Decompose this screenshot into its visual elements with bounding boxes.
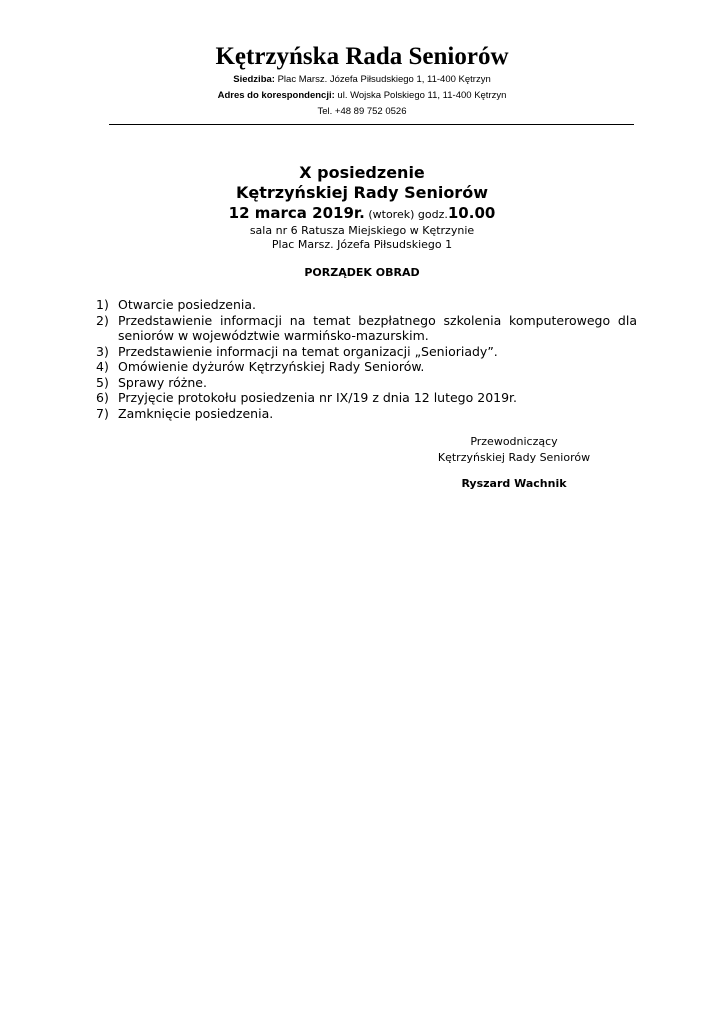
- agenda-heading: PORZĄDEK OBRAD: [304, 266, 420, 279]
- agenda-item: [96, 359, 637, 375]
- agenda-item-text: Przedstawienie informacji na temat organizacji „Senioriady”.: [118, 343, 498, 359]
- meeting-header: [0, 163, 724, 280]
- meeting-date-line: [0, 203, 724, 224]
- signature-role-line2: Kętrzyńskiej Rady Seniorów: [437, 451, 591, 464]
- letterhead-divider: [109, 124, 634, 125]
- meeting-time: 10.00: [447, 204, 496, 222]
- seat-label: Siedziba:: [233, 74, 275, 85]
- agenda-item: [96, 390, 637, 406]
- seat-address-line: [0, 72, 724, 88]
- meeting-weekday: (wtorek): [364, 208, 418, 221]
- agenda-item-number: 1): [96, 297, 109, 312]
- agenda-item-text: Zamknięcie posiedzenia.: [118, 405, 274, 421]
- agenda-item-number: 2): [96, 312, 109, 328]
- meeting-title-line1: X posiedzenie: [299, 163, 425, 182]
- agenda-item: [96, 406, 637, 422]
- meeting-address: Plac Marsz. Józefa Piłsudskiego 1: [271, 238, 453, 251]
- seat-value: Plac Marsz. Józefa Piłsudskiego 1, 11-400 Kętrzyn: [274, 74, 491, 85]
- agenda-list: [96, 297, 637, 421]
- agenda-item-number: 5): [96, 374, 109, 390]
- agenda-item: [96, 313, 637, 344]
- meeting-room: sala nr 6 Ratusza Miejskiego w Kętrzynie: [249, 224, 475, 237]
- agenda-item-number: 4): [96, 359, 109, 374]
- mail-label: Adres do korespondencji:: [217, 90, 335, 101]
- mail-value: ul. Wojska Polskiego 11, 11-400 Kętrzyn: [334, 90, 507, 101]
- agenda-item-text: Przyjęcie protokołu posiedzenia nr IX/19 z dnia 12 lutego 2019r.: [118, 390, 518, 405]
- meeting-time-label: godz.: [417, 208, 448, 221]
- agenda-item-text: Sprawy różne.: [118, 374, 207, 390]
- agenda-item-number: 7): [96, 405, 109, 421]
- signature-role-line1: Przewodniczący: [470, 435, 558, 448]
- signature-name: Ryszard Wachnik: [461, 477, 567, 490]
- agenda-item: [96, 297, 637, 313]
- agenda-item-number: 6): [96, 390, 109, 405]
- signature-block: [414, 434, 614, 492]
- letterhead: [0, 42, 724, 120]
- agenda-item: [96, 375, 637, 391]
- agenda-item-text: Omówienie dyżurów Kętrzyńskiej Rady Seniorów.: [118, 359, 425, 374]
- agenda-item-text: Przedstawienie informacji na temat bezpłatnego szkolenia komputerowego dla seniorów w województwie warmińsko-mazurskim.: [118, 312, 637, 343]
- phone-line: Tel. +48 89 752 0526: [317, 106, 407, 117]
- agenda-item-text: Otwarcie posiedzenia.: [118, 297, 256, 312]
- meeting-title-line2: Kętrzyńskiej Rady Seniorów: [236, 183, 488, 202]
- meeting-date: 12 marca 2019r.: [228, 204, 365, 222]
- agenda-item-number: 3): [96, 343, 109, 359]
- agenda-item: [96, 344, 637, 360]
- mail-address-line: [0, 88, 724, 104]
- organization-name: Kętrzyńska Rada Seniorów: [215, 43, 509, 70]
